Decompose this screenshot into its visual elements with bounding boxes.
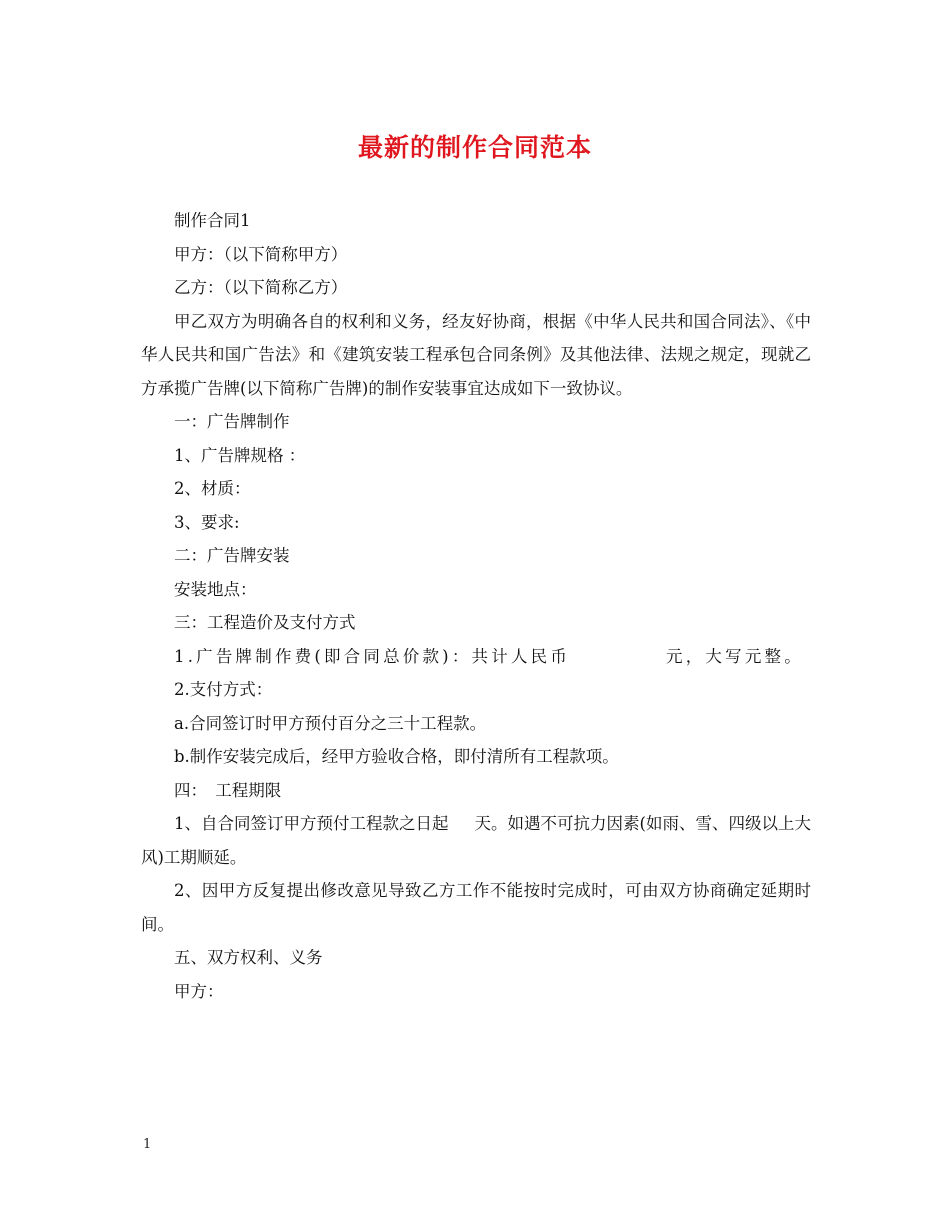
contract-heading: 制作合同1	[174, 211, 251, 230]
section-1-heading: 一：广告牌制作	[174, 412, 290, 431]
page-number: 1	[143, 1137, 152, 1152]
section-5-heading: 五、双方权利、义务	[174, 948, 323, 967]
delay-paragraph: 2、因甲方反复提出修改意见导致乙方工作不能按时完成时，可由双方协商确定延期时间。	[141, 881, 811, 934]
fee-paragraph	[141, 640, 811, 674]
section-3-heading: 三：工程造价及支付方式	[174, 613, 356, 632]
preamble-paragraph: 甲乙双方为明确各自的权利和义务，经友好协商，根据《中华人民共和国合同法》、《中华人民共和国广告法》和《建筑安装工程承包合同条例》及其他法律、法规之规定，现就乙方承揽广告牌(以下简称广告牌)的制作安装事宜达成如下一致协议。	[141, 311, 811, 398]
term-paragraph	[141, 807, 811, 874]
payment-method-heading: 2.支付方式：	[174, 680, 273, 699]
document-body	[141, 204, 811, 1008]
document-title: 最新的制作合同范本	[357, 133, 592, 162]
item-material: 2、材质：	[174, 479, 251, 498]
fee-text-end: 元，大写元整。	[666, 646, 804, 666]
section-2-heading: 二：广告牌安装	[174, 546, 290, 565]
payment-item-b: b.制作安装完成后，经甲方验收合格，即付清所有工程款项。	[174, 747, 619, 766]
party-b-line: 乙方：（以下简称乙方）	[174, 278, 348, 297]
term-text-start: 1、自合同签订甲方预付工程款之日起	[174, 814, 449, 833]
fee-text-start: 1.广告牌制作费(即合同总价款)：共计人民币	[174, 646, 571, 666]
install-location: 安装地点：	[174, 579, 257, 599]
payment-item-a: a.合同签订时甲方预付百分之三十工程款。	[174, 713, 487, 733]
item-requirements: 3、要求:	[174, 512, 240, 532]
term-text-end: 天。如遇不可抗力因素(如雨、雪、四级以上大风)工期顺延。	[141, 814, 812, 867]
section-4-heading: 四： 工程期限	[174, 780, 282, 800]
item-spec: 1、广告牌规格 ：	[174, 445, 306, 465]
party-a-line: 甲方：（以下简称甲方）	[174, 244, 348, 264]
party-a-duties-heading: 甲方：	[174, 981, 224, 1001]
